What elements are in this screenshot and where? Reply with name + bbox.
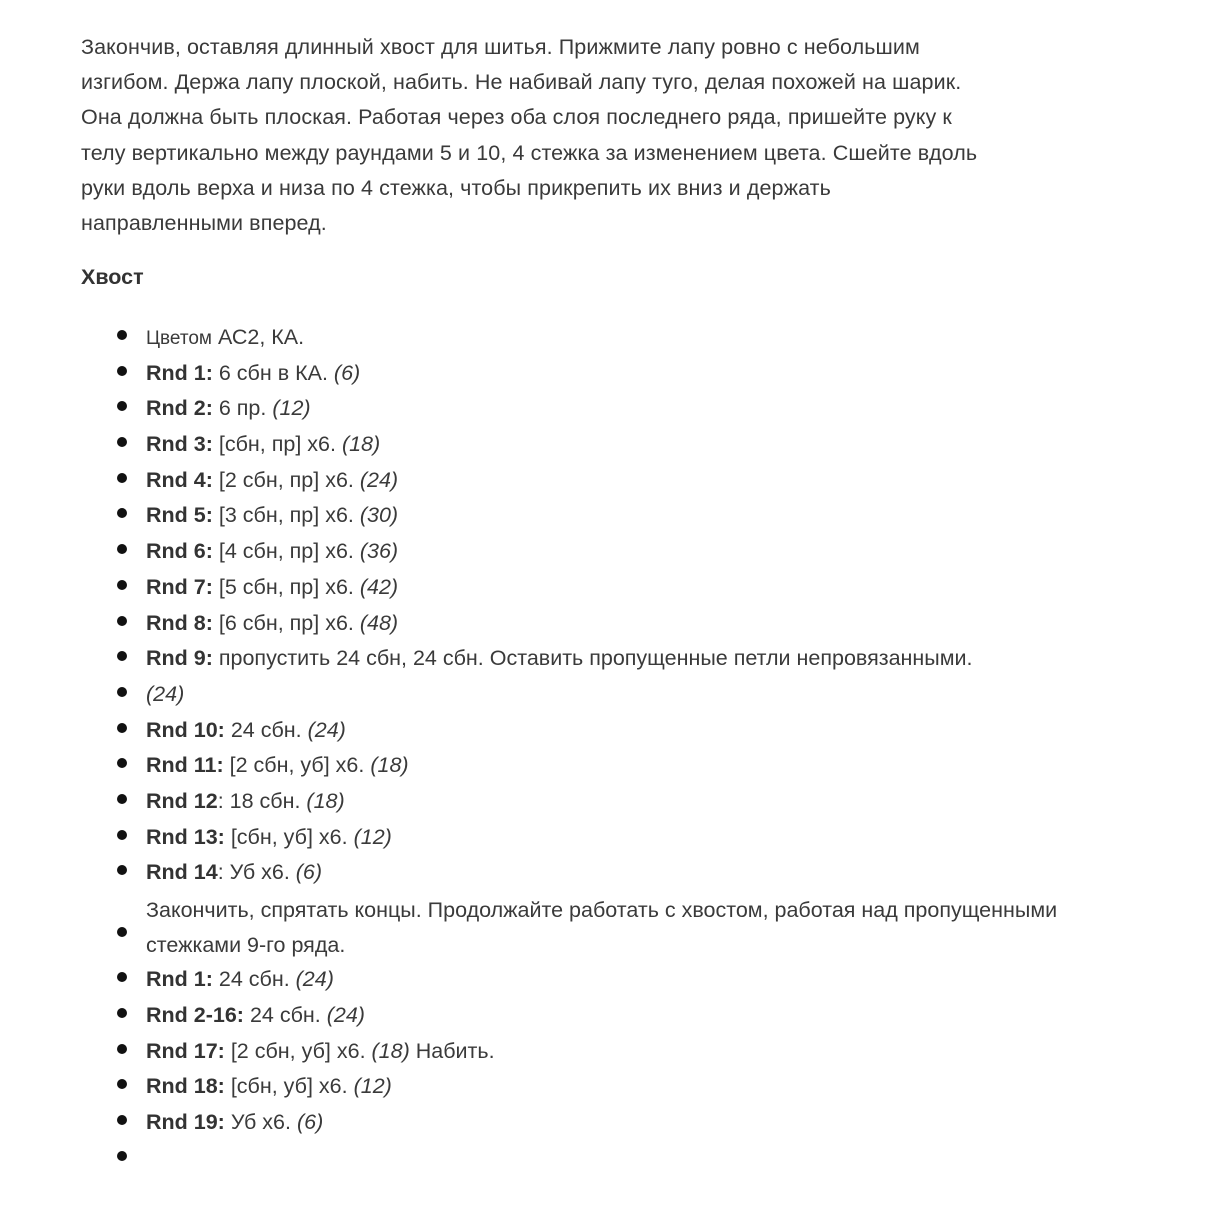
round-label: Rnd 2-16:	[146, 1003, 244, 1028]
stitch-count: (18)	[341, 432, 381, 457]
intro-line: телу вертикально между раундами 5 и 10, 4 стежка за изменением цвета. Сшейте вдоль	[81, 140, 978, 165]
round-label: Rnd 2:	[146, 396, 213, 421]
round-label: Rnd 1:	[146, 360, 213, 385]
stitch-count: (6)	[295, 860, 323, 885]
stitch-count: (6)	[333, 360, 361, 385]
bullet-icon	[117, 473, 127, 483]
stitch-count: (24)	[359, 467, 399, 492]
bullet-icon	[117, 580, 127, 590]
bullet-icon	[117, 330, 127, 340]
round-label: Rnd 14	[146, 860, 218, 885]
round-instruction: [3 сбн, пр] х6.	[212, 503, 360, 528]
round-label: Rnd 11:	[146, 753, 224, 778]
intro-line: руки вдоль верха и низа по 4 стежка, чтобы прикрепить их вниз и держать	[81, 175, 831, 200]
round-label: Rnd 17:	[146, 1038, 225, 1063]
list-item	[81, 570, 1141, 606]
round-instruction: [2 сбн, пр] х6.	[212, 467, 360, 492]
round-label: Rnd 6:	[146, 539, 213, 564]
list-item	[81, 606, 1141, 642]
round-instruction: 24 сбн.	[212, 967, 296, 992]
round-label: Rnd 7:	[146, 574, 213, 599]
list-item	[81, 1105, 1141, 1141]
intro-line: Закончив, оставляя длинный хвост для шитья. Прижмите лапу ровно с небольшим	[81, 35, 920, 59]
round-instruction: 24 сбн.	[224, 717, 308, 742]
round-instruction: [5 сбн, пр] х6.	[212, 574, 360, 599]
list-item	[81, 855, 1141, 891]
list-item	[81, 1141, 1141, 1177]
bullet-icon	[117, 401, 127, 411]
round-instruction: [6 сбн, пр] х6.	[212, 610, 360, 635]
list-item	[81, 356, 1141, 392]
bullet-icon	[117, 927, 127, 937]
bullet-icon	[117, 723, 127, 733]
bullet-icon	[117, 1151, 127, 1161]
list-item	[81, 1069, 1141, 1105]
bullet-icon	[117, 651, 127, 661]
intro-line: изгибом. Держа лапу плоской, набить. Не набивай лапу туго, делая похожей на шарик.	[81, 70, 962, 95]
round-instruction: 6 пр.	[212, 396, 273, 421]
stitch-count: (42)	[359, 574, 399, 599]
bullet-icon	[117, 758, 127, 768]
list-item	[81, 463, 1141, 499]
bullet-icon	[117, 616, 127, 626]
round-instruction: 6 сбн в КА.	[212, 360, 334, 385]
intro-paragraph	[81, 30, 1141, 241]
list-item	[81, 784, 1141, 820]
round-instruction: : 18 сбн.	[217, 788, 307, 813]
intro-line: направленными вперед.	[81, 211, 327, 236]
bullet-icon	[117, 1115, 127, 1125]
round-instruction: Уб х6.	[224, 1110, 297, 1135]
color-label: Цветом	[146, 328, 212, 349]
round-instruction: [сбн, уб] х6.	[224, 824, 354, 849]
round-instruction: [сбн, пр] х6.	[212, 432, 342, 457]
bullet-icon	[117, 830, 127, 840]
round-instruction: [сбн, уб] х6.	[224, 1074, 354, 1099]
round-note: Набить.	[409, 1038, 495, 1063]
round-instruction: [2 сбн, уб] х6.	[223, 753, 371, 778]
list-item	[81, 391, 1141, 427]
round-instruction: [4 сбн, пр] х6.	[212, 539, 360, 564]
bullet-icon	[117, 366, 127, 376]
list-item	[81, 534, 1141, 570]
round-instruction: Закончить, спрятать концы. Продолжайте работать с хвостом, работая над пропущенными стежками 9-го ряда.	[146, 898, 1058, 957]
bullet-icon	[117, 1008, 127, 1018]
bullet-icon	[117, 544, 127, 554]
stitch-count: (18)	[370, 753, 409, 778]
round-instruction: [2 сбн, уб] х6.	[224, 1038, 372, 1063]
color-value: АС2, КА.	[212, 325, 305, 349]
bullet-icon	[117, 1044, 127, 1054]
list-item	[81, 891, 1141, 962]
intro-line: Она должна быть плоская. Работая через оба слоя последнего ряда, пришейте руку к	[81, 105, 952, 130]
stitch-count: (12)	[353, 824, 392, 849]
stitch-count: (36)	[359, 539, 399, 564]
list-item	[81, 1034, 1141, 1070]
document-page	[81, 30, 1141, 1135]
round-instruction: 24 сбн.	[243, 1003, 327, 1028]
stitch-count: (12)	[353, 1074, 392, 1099]
round-instruction: : Уб х6.	[217, 860, 296, 885]
round-instruction: пропустить 24 сбн, 24 сбн. Оставить пропущенные петли непровязанными.	[212, 646, 973, 671]
round-label: Rnd 1:	[146, 967, 213, 992]
bullet-icon	[117, 1079, 127, 1089]
list-item	[81, 320, 1141, 356]
list-item	[81, 641, 1141, 677]
round-label: Rnd 18:	[146, 1074, 225, 1099]
bullet-icon	[117, 687, 127, 697]
stitch-count: (18)	[371, 1038, 410, 1063]
stitch-count: (24)	[295, 967, 334, 992]
bullet-icon	[117, 972, 127, 982]
list-item	[81, 677, 1141, 713]
list-item	[81, 713, 1141, 749]
bullet-icon	[117, 508, 127, 518]
stitch-count: (18)	[306, 788, 345, 813]
round-label: Rnd 5:	[146, 503, 213, 528]
stitch-count: (24)	[326, 1003, 365, 1028]
list-item	[81, 748, 1141, 784]
section-title-tail: Хвост	[81, 265, 144, 289]
round-label: Rnd 10:	[146, 717, 225, 742]
bullet-icon	[117, 437, 127, 447]
list-item	[81, 427, 1141, 463]
rounds-list	[81, 320, 1141, 1177]
stitch-count: (24)	[307, 717, 346, 742]
round-label: Rnd 12	[146, 788, 218, 813]
stitch-count: (6)	[296, 1110, 324, 1135]
list-item	[81, 962, 1141, 998]
round-label: Rnd 13:	[146, 824, 225, 849]
list-item	[81, 820, 1141, 856]
stitch-count: (24)	[146, 681, 185, 706]
round-label: Rnd 3:	[146, 432, 213, 457]
round-label: Rnd 9:	[146, 646, 213, 671]
bullet-icon	[117, 865, 127, 875]
round-label: Rnd 4:	[146, 467, 213, 492]
stitch-count: (12)	[272, 396, 311, 421]
list-item	[81, 998, 1141, 1034]
bullet-icon	[117, 794, 127, 804]
round-label: Rnd 19:	[146, 1110, 225, 1135]
stitch-count: (30)	[359, 503, 399, 528]
list-item	[81, 498, 1141, 534]
stitch-count: (48)	[359, 610, 399, 635]
round-label: Rnd 8:	[146, 610, 213, 635]
